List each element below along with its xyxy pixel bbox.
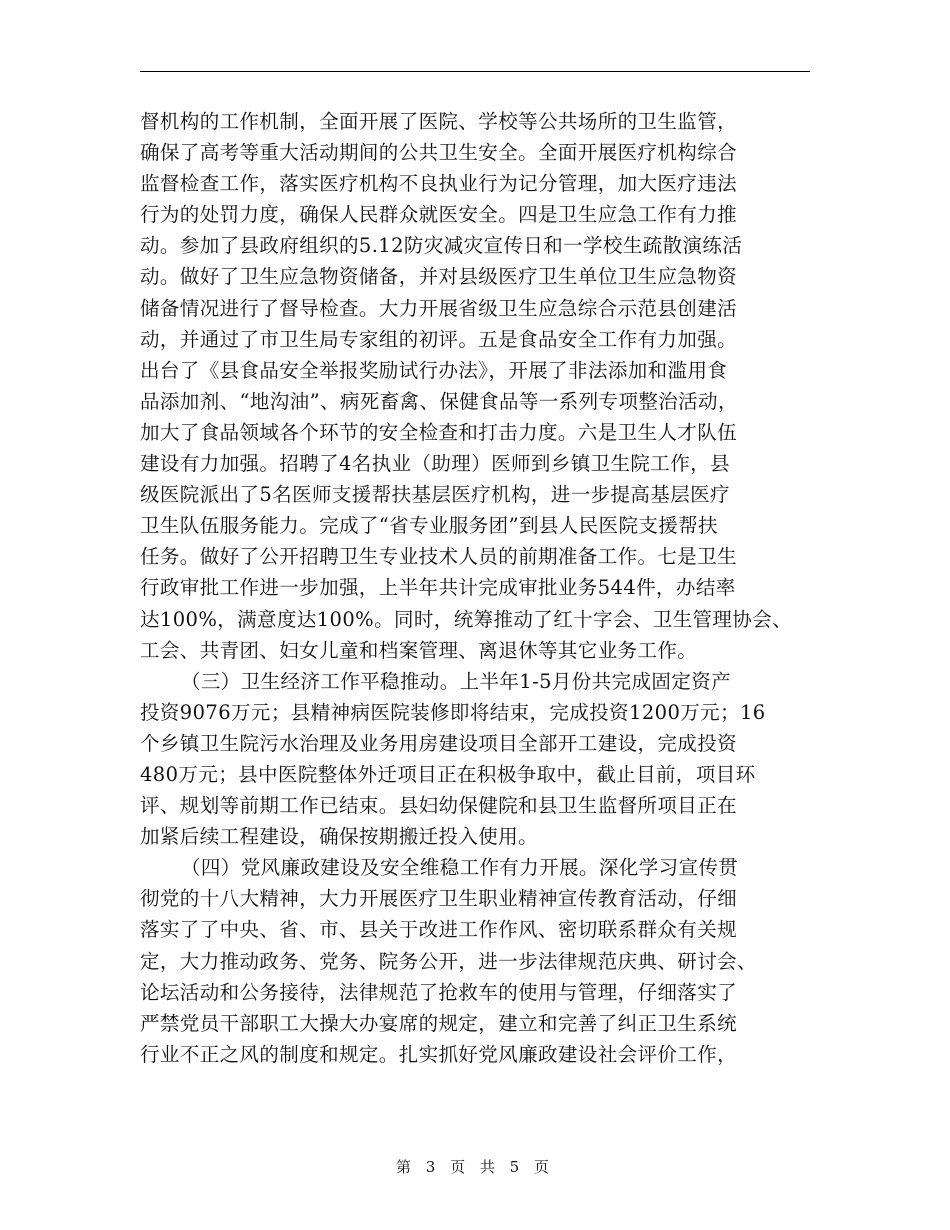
text-line: 加紧后续工程建设，确保按期搬迁投入使用。 bbox=[140, 825, 539, 849]
header-rule bbox=[140, 71, 810, 72]
text-line: 达100%，满意度达100%。同时，统筹推动了红十字会、卫生管理协会、 bbox=[140, 607, 792, 631]
text-line: 行业不正之风的制度和规定。扎实抓好党风廉政建设社会评价工作， bbox=[140, 1042, 738, 1066]
text-line: （三）卫生经济工作平稳推动。上半年1-5月份共完成固定资产 bbox=[181, 669, 732, 693]
text-line: 监督检查工作，落实医疗机构不良执业行为记分管理，加大医疗违法 bbox=[140, 172, 738, 196]
text-line: 个乡镇卫生院污水治理及业务用房建设项目全部开工建设，完成投资 bbox=[140, 731, 738, 755]
document-body bbox=[140, 106, 812, 1070]
text-line: 出台了《县食品安全举报奖励试行办法》，开展了非法添加和滥用食 bbox=[140, 358, 728, 382]
text-line: 建设有力加强。招聘了4名执业（助理）医师到乡镇卫生院工作，县 bbox=[140, 452, 730, 476]
text-line: 任务。做好了公开招聘卫生专业技术人员的前期准备工作。七是卫生 bbox=[140, 545, 738, 569]
text-line: 工会、共青团、妇女儿童和档案管理、离退休等其它业务工作。 bbox=[140, 638, 698, 662]
text-line: 动。参加了县政府组织的5.12防灾减灾宣传日和一学校生疏散演练活 bbox=[140, 234, 743, 258]
text-line: 论坛活动和公务接待，法律规范了抢救车的使用与管理，仔细落实了 bbox=[140, 980, 738, 1004]
text-line: 动，并通过了市卫生局专家组的初评。五是食品安全工作有力加强。 bbox=[140, 327, 738, 351]
text-line: 行政审批工作进一步加强，上半年共计完成审批业务544件，办结率 bbox=[140, 576, 736, 600]
page-footer: 第 3 页 共 5 页 bbox=[396, 1158, 554, 1176]
text-line: 级医院派出了5名医师支援帮扶基层医疗机构，进一步提高基层医疗 bbox=[140, 483, 730, 507]
text-line: 卫生队伍服务能力。完成了“省专业服务团”到县人民医院支援帮扶 bbox=[140, 514, 718, 538]
text-line: 督机构的工作机制，全面开展了医院、学校等公共场所的卫生监管， bbox=[140, 110, 738, 133]
text-line: 落实了了中央、省、市、县关于改进工作作风、密切联系群众有关规 bbox=[140, 918, 738, 942]
text-line: 动。做好了卫生应急物资储备，并对县级医疗卫生单位卫生应急物资 bbox=[140, 265, 738, 289]
text-line: 行为的处罚力度，确保人民群众就医安全。四是卫生应急工作有力推 bbox=[140, 203, 738, 227]
text-line: 严禁党员干部职工大操大办宴席的规定，建立和完善了纠正卫生系统 bbox=[140, 1011, 738, 1035]
text-line: 投资9076万元；县精神病医院装修即将结束，完成投资1200万元；16 bbox=[140, 700, 766, 724]
text-line: 评、规划等前期工作已结束。县妇幼保健院和县卫生监督所项目正在 bbox=[140, 794, 738, 818]
text-line: 确保了高考等重大活动期间的公共卫生安全。全面开展医疗机构综合 bbox=[140, 141, 738, 165]
text-line: 储备情况进行了督导检查。大力开展省级卫生应急综合示范县创建活 bbox=[140, 296, 738, 320]
text-line: 品添加剂、“地沟油”、病死畜禽、保健食品等一系列专项整治活动， bbox=[140, 389, 738, 413]
text-line: （四）党风廉政建设及安全维稳工作有力开展。深化学习宣传贯 bbox=[181, 856, 739, 880]
text-line: 480万元；县中医院整体外迁项目正在积极争取中，截止目前，项目环 bbox=[140, 762, 756, 786]
text-line: 加大了食品领域各个环节的安全检查和打击力度。六是卫生人才队伍 bbox=[140, 420, 738, 444]
text-line: 定，大力推动政务、党务、院务公开，进一步法律规范庆典、研讨会、 bbox=[140, 949, 757, 973]
text-line: 彻党的十八大精神，大力开展医疗卫生职业精神宣传教育活动，仔细 bbox=[140, 887, 738, 911]
